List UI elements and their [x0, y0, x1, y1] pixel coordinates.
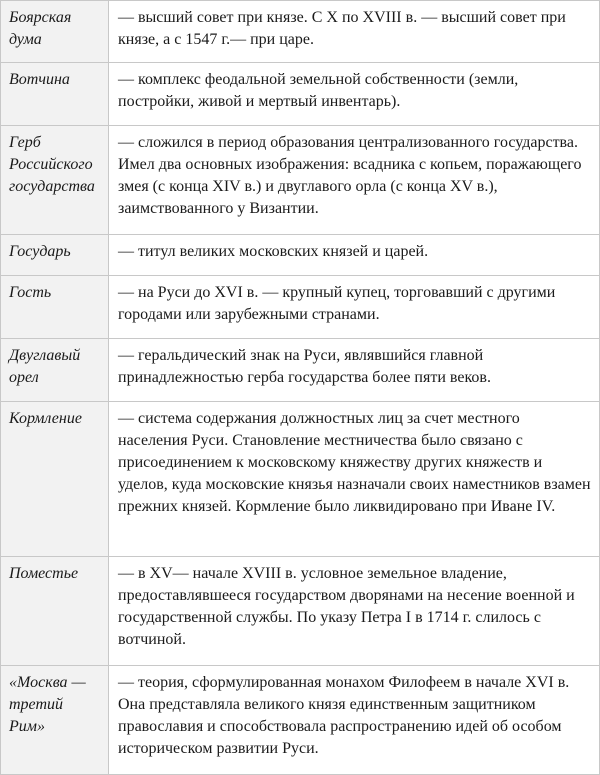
glossary-row — [1, 235, 600, 276]
definition-cell: — на Руси до XVI в. — крупный купец, торговавший с другими городами или зарубежными странами. — [109, 276, 600, 339]
glossary-row — [1, 666, 600, 775]
glossary-row — [1, 63, 600, 126]
definition-cell: — сложился в период образования централизованного государства. Имел два основных изображения: всадника с копьем, поражающего змея (с конца XIV в.) и двуглавого орла (с конца XV в.), заимствованного у Византии. — [109, 126, 600, 235]
glossary-row — [1, 276, 600, 339]
term-cell: Государь — [1, 235, 109, 276]
definition-cell: — теория, сформулированная монахом Филофеем в начале XVI в. Она представляла великого князя единственным защитником православия и способствовала распространению идей об особом историческом развитии Руси. — [109, 666, 600, 775]
term-cell: Гость — [1, 276, 109, 339]
definition-cell: — титул великих московских князей и царей. — [109, 235, 600, 276]
term-cell: Кормление — [1, 402, 109, 557]
glossary-row — [1, 557, 600, 666]
term-cell: Герб Российского государства — [1, 126, 109, 235]
glossary-row — [1, 1, 600, 63]
definition-cell: — в XV— начале XVIII в. условное земельное владение, предоставлявшееся государством дворянами на несение военной и государственной службы. По указу Петра I в 1714 г. слилось с вотчиной. — [109, 557, 600, 666]
glossary-row — [1, 402, 600, 557]
term-cell: Боярская дума — [1, 1, 109, 63]
definition-cell: — комплекс феодальной земельной собственности (земли, постройки, живой и мертвый инвентарь). — [109, 63, 600, 126]
definition-cell: — высший совет при князе. С X по XVIII в. — высший совет при князе, а с 1547 г.— при царе. — [109, 1, 600, 63]
term-cell: Вотчина — [1, 63, 109, 126]
term-cell: «Москва — третий Рим» — [1, 666, 109, 775]
definition-cell: — геральдический знак на Руси, являвшийся главной принадлежностью герба государства более пяти веков. — [109, 339, 600, 402]
glossary-row — [1, 126, 600, 235]
glossary-row — [1, 339, 600, 402]
term-cell: Поместье — [1, 557, 109, 666]
definition-cell: — система содержания должностных лиц за счет местного населения Руси. Становление местничества было связано с присоединением к московскому княжеству других княжеств и уделов, куда московские князья назначали своих наместников взамен прежних князей. Кормление было ликвидировано при Иване IV. — [109, 402, 600, 557]
term-cell: Двуглавый орел — [1, 339, 109, 402]
